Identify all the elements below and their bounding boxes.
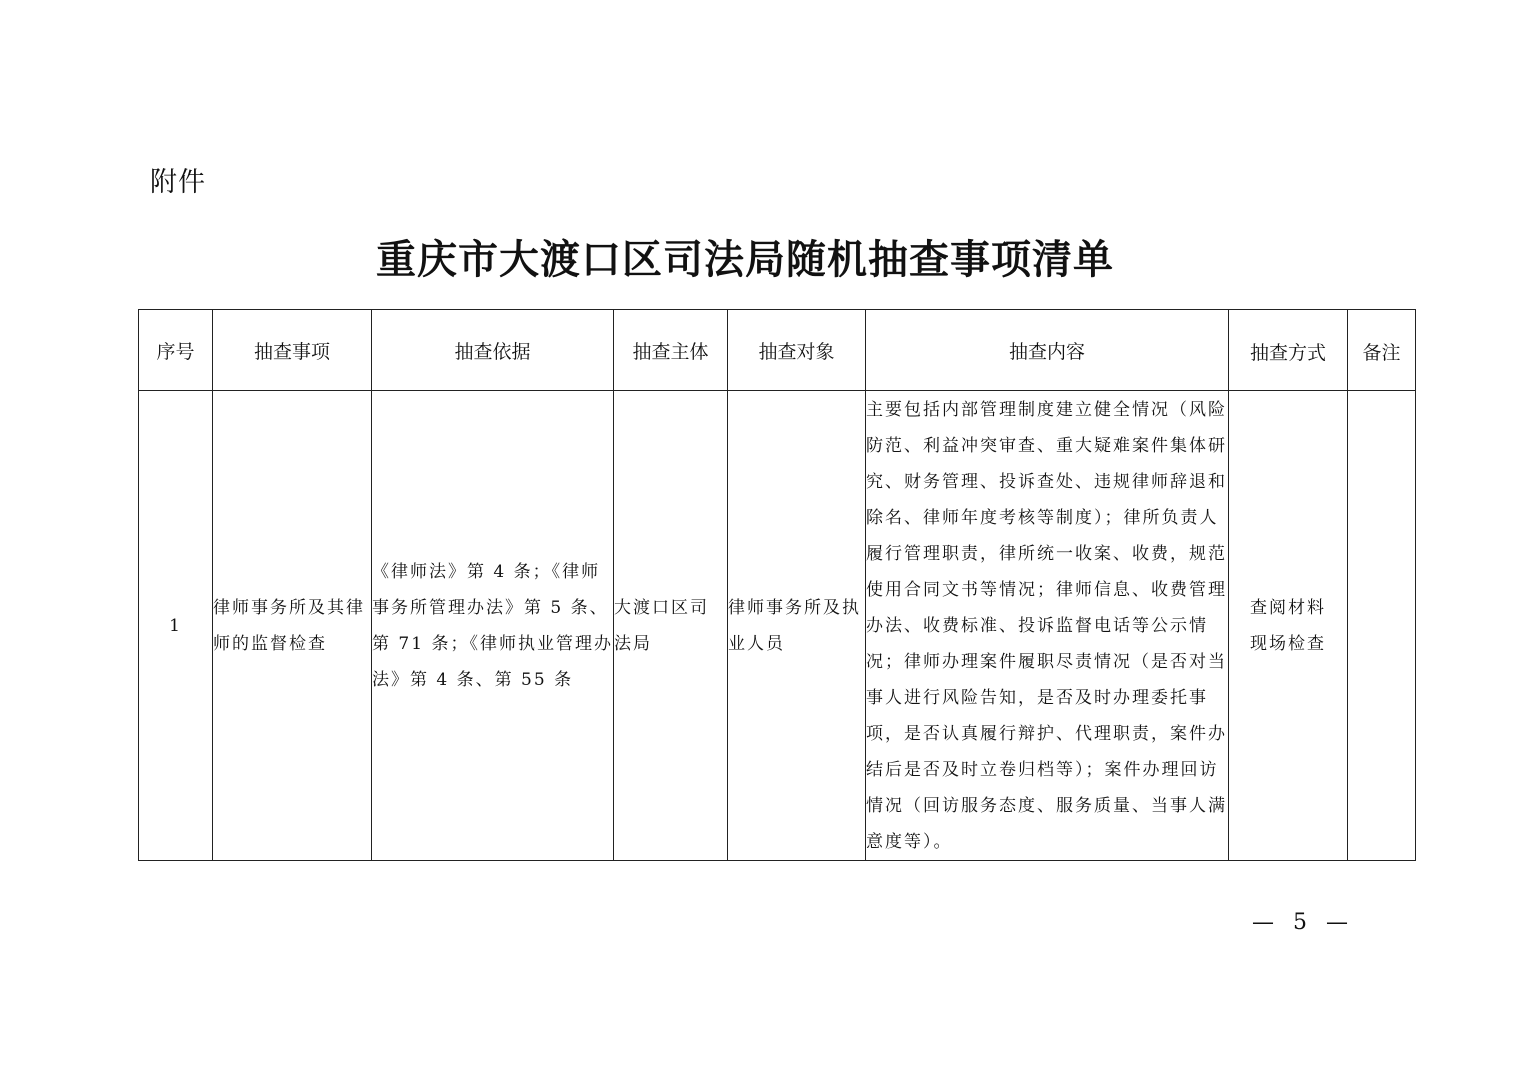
cell-subject: 大渡口区司法局 (614, 391, 728, 861)
header-basis: 抽查依据 (372, 310, 614, 391)
cell-remarks (1348, 391, 1416, 861)
attachment-label: 附件 (150, 167, 206, 198)
method-line-2: 现场检查 (1250, 633, 1326, 654)
table-row (139, 391, 1416, 861)
header-remarks: 备注 (1348, 310, 1416, 391)
cell-basis: 《律师法》第 4 条；《律师事务所管理办法》第 5 条、第 71 条；《律师执业管理办法》第 4 条、第 55 条 (372, 391, 614, 861)
document-title: 重庆市大渡口区司法局随机抽查事项清单 (376, 236, 1114, 283)
header-subject: 抽查主体 (614, 310, 728, 391)
page-number: — 5 — (1252, 910, 1354, 935)
header-method: 抽查方式 (1229, 310, 1348, 391)
cell-target: 律师事务所及执业人员 (728, 391, 866, 861)
method-line-1: 查阅材料 (1250, 597, 1326, 618)
header-item: 抽查事项 (213, 310, 372, 391)
header-target: 抽查对象 (728, 310, 866, 391)
cell-method (1229, 391, 1348, 861)
cell-content: 主要包括内部管理制度建立健全情况（风险防范、利益冲突审查、重大疑难案件集体研究、财务管理、投诉查处、违规律师辞退和除名、律师年度考核等制度）；律所负责人履行管理职责，律所统一收案、收费，规范使用合同文书等情况；律师信息、收费管理办法、收费标准、投诉监督电话等公示情况；律师办理案件履职尽责情况（是否对当事人进行风险告知，是否及时办理委托事项，是否认真履行辩护、代理职责，案件办结后是否及时立卷归档等）；案件办理回访情况（回访服务态度、服务质量、当事人满意度等）。 (866, 391, 1229, 861)
cell-index: 1 (139, 391, 213, 861)
cell-item: 律师事务所及其律师的监督检查 (213, 391, 372, 861)
header-content: 抽查内容 (866, 310, 1229, 391)
inspection-items-table (138, 309, 1416, 861)
header-index: 序号 (139, 310, 213, 391)
table-header-row (139, 310, 1416, 391)
